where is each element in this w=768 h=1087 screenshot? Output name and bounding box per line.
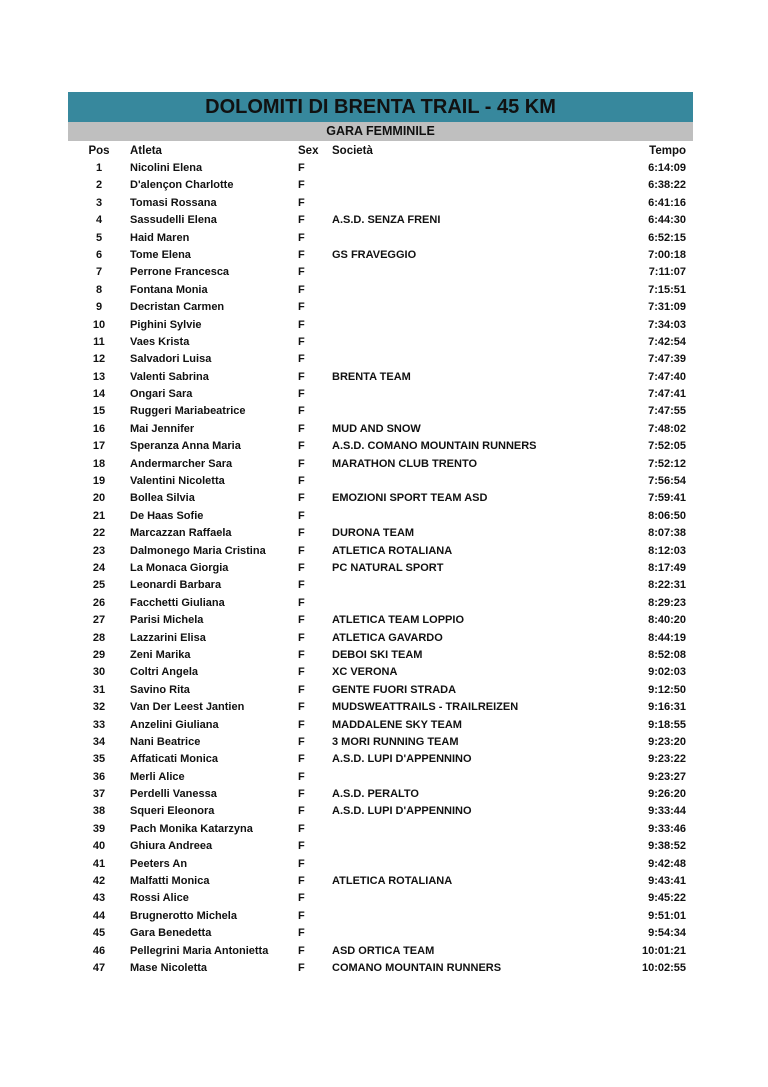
cell-athlete: Affaticati Monica: [130, 753, 219, 766]
cell-team: [332, 264, 628, 281]
cell-sex: F: [298, 701, 305, 714]
cell-pos: 9: [95, 301, 103, 314]
race-subtitle-banner: GARA FEMMINILE: [68, 122, 693, 141]
cell-pos: 31: [92, 683, 106, 696]
cell-time: 9:23:27: [648, 770, 686, 783]
cell-team: GENTE FUORI STRADA: [332, 683, 457, 696]
cell-sex: F: [298, 579, 305, 592]
cell-athlete: Valentini Nicoletta: [130, 475, 225, 488]
cell-time: 7:11:07: [648, 266, 686, 279]
cell-time: 7:31:09: [648, 301, 686, 314]
cell-time: 8:07:38: [648, 527, 686, 540]
cell-time: 7:42:54: [648, 335, 686, 348]
cell-athlete: Andermarcher Sara: [130, 457, 233, 470]
cell-time: 7:59:41: [648, 492, 686, 505]
cell-pos: 40: [92, 840, 106, 853]
cell-time: 6:41:16: [648, 196, 686, 209]
cell-team: A.S.D. PERALTO: [332, 788, 419, 801]
table-row: [68, 595, 693, 612]
cell-athlete: Lazzarini Elisa: [130, 631, 206, 644]
cell-team: COMANO MOUNTAIN RUNNERS: [332, 961, 502, 974]
cell-time: 9:51:01: [648, 909, 686, 922]
cell-sex: F: [298, 875, 305, 888]
cell-sex: F: [298, 944, 305, 957]
cell-pos: 11: [93, 335, 105, 348]
cell-sex: F: [298, 892, 305, 905]
cell-athlete: Perrone Francesca: [130, 266, 230, 279]
cell-athlete: Ruggeri Mariabeatrice: [130, 405, 246, 418]
table-row: [68, 403, 693, 420]
cell-sex: F: [298, 544, 305, 557]
cell-team: [332, 595, 628, 612]
cell-pos: 41: [92, 857, 106, 870]
cell-pos: 25: [92, 579, 106, 592]
cell-sex: F: [298, 788, 305, 801]
cell-pos: 12: [92, 353, 106, 366]
cell-athlete: Leonardi Barbara: [130, 579, 222, 592]
cell-athlete: D'alençon Charlotte: [130, 179, 234, 192]
cell-team: MARATHON CLUB TRENTO: [332, 457, 478, 470]
cell-athlete: La Monaca Giorgia: [130, 561, 229, 574]
cell-time: 7:47:55: [648, 405, 686, 418]
cell-pos: 47: [92, 961, 106, 974]
cell-team: DURONA TEAM: [332, 527, 415, 540]
cell-team: GS FRAVEGGIO: [332, 248, 417, 261]
table-row: [68, 630, 693, 647]
cell-time: 7:52:05: [648, 440, 686, 453]
header-time: Tempo: [649, 145, 686, 157]
cell-pos: 16: [92, 422, 106, 435]
cell-sex: F: [298, 683, 305, 696]
results-table: [68, 141, 693, 977]
cell-pos: 38: [92, 805, 106, 818]
cell-time: 9:43:41: [648, 875, 686, 888]
cell-team: [332, 160, 628, 177]
cell-time: 8:22:31: [648, 579, 686, 592]
cell-athlete: Nani Beatrice: [130, 735, 201, 748]
cell-sex: F: [298, 561, 305, 574]
cell-team: [332, 838, 628, 855]
cell-athlete: Marcazzan Raffaela: [130, 527, 232, 540]
cell-athlete: Mai Jennifer: [130, 422, 195, 435]
table-row: [68, 351, 693, 368]
table-row: [68, 160, 693, 177]
cell-time: 7:15:51: [648, 283, 686, 296]
cell-time: 8:17:49: [648, 561, 686, 574]
table-row: [68, 195, 693, 212]
cell-sex: F: [298, 753, 305, 766]
cell-sex: F: [298, 422, 305, 435]
cell-time: 6:38:22: [648, 179, 686, 192]
cell-team: ASD ORTICA TEAM: [332, 944, 435, 957]
cell-team: [332, 177, 628, 194]
cell-time: 7:47:40: [648, 370, 686, 383]
cell-time: 8:06:50: [648, 509, 686, 522]
cell-team: [332, 890, 628, 907]
cell-team: XC VERONA: [332, 666, 398, 679]
cell-time: 9:16:31: [648, 701, 686, 714]
cell-athlete: Nicolini Elena: [130, 162, 203, 174]
cell-sex: F: [298, 822, 305, 835]
cell-sex: F: [298, 840, 305, 853]
table-row: [68, 786, 693, 803]
cell-athlete: Vaes Krista: [130, 335, 190, 348]
cell-team: [332, 351, 628, 368]
cell-pos: 1: [95, 162, 103, 174]
table-row: [68, 508, 693, 525]
cell-time: 6:44:30: [648, 214, 686, 227]
table-row: [68, 682, 693, 699]
cell-team: [332, 769, 628, 786]
cell-pos: 13: [92, 370, 106, 383]
cell-team: EMOZIONI SPORT TEAM ASD: [332, 492, 488, 505]
cell-sex: F: [298, 718, 305, 731]
cell-sex: F: [298, 475, 305, 488]
table-row: [68, 890, 693, 907]
cell-athlete: Mase Nicoletta: [130, 961, 208, 974]
cell-sex: F: [298, 492, 305, 505]
cell-pos: 39: [92, 822, 106, 835]
table-row: [68, 543, 693, 560]
cell-time: 6:14:09: [648, 162, 686, 174]
cell-time: 9:33:44: [648, 805, 686, 818]
cell-team: MADDALENE SKY TEAM: [332, 718, 462, 731]
cell-time: 9:42:48: [648, 857, 686, 870]
cell-time: 9:54:34: [648, 927, 686, 940]
cell-pos: 6: [95, 248, 103, 261]
cell-sex: F: [298, 961, 305, 974]
cell-time: 9:18:55: [648, 718, 686, 731]
cell-sex: F: [298, 596, 305, 609]
table-row: [68, 873, 693, 890]
cell-pos: 2: [95, 179, 103, 192]
cell-athlete: De Haas Sofie: [130, 509, 204, 522]
cell-athlete: Salvadori Luisa: [130, 353, 212, 366]
table-row: [68, 317, 693, 334]
cell-athlete: Facchetti Giuliana: [130, 596, 225, 609]
cell-time: 7:52:12: [648, 457, 686, 470]
cell-athlete: Pellegrini Maria Antonietta: [130, 944, 269, 957]
cell-sex: F: [298, 196, 305, 209]
table-row: [68, 212, 693, 229]
table-row: [68, 490, 693, 507]
cell-sex: F: [298, 318, 305, 331]
cell-team: [332, 925, 628, 942]
cell-athlete: Pighini Sylvie: [130, 318, 202, 331]
cell-pos: 3: [95, 196, 103, 209]
cell-team: [332, 386, 628, 403]
cell-sex: F: [298, 370, 305, 383]
cell-team: [332, 317, 628, 334]
cell-pos: 29: [92, 648, 106, 661]
cell-time: 7:48:02: [648, 422, 686, 435]
cell-pos: 15: [92, 405, 106, 418]
table-row: [68, 369, 693, 386]
cell-team: ATLETICA TEAM LOPPIO: [332, 614, 464, 627]
cell-athlete: Van Der Leest Jantien: [130, 701, 245, 714]
header-team: Società: [332, 145, 373, 157]
cell-athlete: Speranza Anna Maria: [130, 440, 241, 453]
cell-athlete: Rossi Alice: [130, 892, 189, 905]
table-row: [68, 803, 693, 820]
cell-sex: F: [298, 666, 305, 679]
cell-pos: 24: [92, 561, 106, 574]
cell-pos: 8: [95, 283, 103, 296]
cell-pos: 34: [92, 735, 106, 748]
header-pos: Pos: [88, 145, 110, 157]
cell-sex: F: [298, 509, 305, 522]
cell-team: [332, 908, 628, 925]
table-row: [68, 838, 693, 855]
table-row: [68, 734, 693, 751]
cell-team: [332, 473, 628, 490]
cell-athlete: Gara Benedetta: [130, 927, 212, 940]
cell-pos: 19: [92, 475, 106, 488]
table-row: [68, 230, 693, 247]
race-title-banner: DOLOMITI DI BRENTA TRAIL - 45 KM: [68, 92, 693, 122]
cell-sex: F: [298, 857, 305, 870]
cell-pos: 26: [92, 596, 106, 609]
cell-team: [332, 508, 628, 525]
table-row: [68, 699, 693, 716]
cell-pos: 18: [92, 457, 106, 470]
cell-team: DEBOI SKI TEAM: [332, 648, 423, 661]
table-row: [68, 647, 693, 664]
cell-time: 9:02:03: [648, 666, 686, 679]
table-row: [68, 821, 693, 838]
cell-athlete: Bollea Silvia: [130, 492, 195, 505]
cell-pos: 27: [92, 614, 106, 627]
cell-team: [332, 195, 628, 212]
cell-pos: 21: [92, 509, 106, 522]
table-row: [68, 177, 693, 194]
cell-pos: 4: [95, 214, 103, 227]
cell-sex: F: [298, 283, 305, 296]
cell-team: [332, 577, 628, 594]
cell-sex: F: [298, 735, 305, 748]
cell-team: A.S.D. LUPI D'APPENNINO: [332, 753, 472, 766]
cell-athlete: Haid Maren: [130, 231, 190, 244]
cell-athlete: Tome Elena: [130, 248, 191, 261]
cell-time: 9:26:20: [648, 788, 686, 801]
cell-pos: 7: [95, 266, 103, 279]
table-row: [68, 438, 693, 455]
cell-team: A.S.D. COMANO MOUNTAIN RUNNERS: [332, 440, 537, 453]
table-row: [68, 456, 693, 473]
table-row: [68, 925, 693, 942]
cell-sex: F: [298, 648, 305, 661]
cell-sex: F: [298, 214, 305, 227]
cell-athlete: Parisi Michela: [130, 614, 204, 627]
table-row: [68, 299, 693, 316]
cell-pos: 28: [92, 631, 106, 644]
cell-athlete: Dalmonego Maria Cristina: [130, 544, 266, 557]
table-row: [68, 247, 693, 264]
cell-time: 7:56:54: [648, 475, 686, 488]
table-row: [68, 943, 693, 960]
cell-athlete: Ghiura Andreea: [130, 840, 213, 853]
cell-sex: F: [298, 335, 305, 348]
cell-pos: 36: [92, 770, 106, 783]
cell-team: ATLETICA ROTALIANA: [332, 544, 453, 557]
cell-time: 9:12:50: [648, 683, 686, 696]
table-row: [68, 769, 693, 786]
cell-sex: F: [298, 909, 305, 922]
cell-pos: 5: [95, 231, 103, 244]
cell-athlete: Tomasi Rossana: [130, 196, 217, 209]
cell-pos: 42: [92, 875, 106, 888]
cell-pos: 10: [92, 318, 106, 331]
cell-athlete: Malfatti Monica: [130, 875, 210, 888]
cell-team: MUDSWEATTRAILS - TRAILREIZEN: [332, 701, 519, 714]
cell-pos: 20: [92, 492, 106, 505]
cell-team: [332, 403, 628, 420]
cell-sex: F: [298, 179, 305, 192]
cell-sex: F: [298, 614, 305, 627]
cell-time: 9:38:52: [648, 840, 686, 853]
cell-time: 7:47:41: [648, 388, 686, 401]
cell-team: MUD AND SNOW: [332, 422, 421, 435]
cell-pos: 35: [92, 753, 106, 766]
cell-athlete: Pach Monika Katarzyna: [130, 822, 253, 835]
cell-sex: F: [298, 631, 305, 644]
cell-pos: 30: [92, 666, 106, 679]
table-row: [68, 612, 693, 629]
cell-pos: 46: [92, 944, 106, 957]
cell-team: [332, 230, 628, 247]
cell-sex: F: [298, 162, 305, 174]
cell-team: [332, 282, 628, 299]
table-row: [68, 908, 693, 925]
cell-team: [332, 299, 628, 316]
cell-pos: 44: [92, 909, 106, 922]
table-row: [68, 960, 693, 977]
cell-team: BRENTA TEAM: [332, 370, 411, 383]
table-row: [68, 473, 693, 490]
cell-pos: 23: [92, 544, 106, 557]
cell-sex: F: [298, 405, 305, 418]
cell-sex: F: [298, 527, 305, 540]
cell-time: 10:01:21: [641, 944, 686, 957]
table-row: [68, 334, 693, 351]
cell-athlete: Anzelini Giuliana: [130, 718, 219, 731]
cell-team: A.S.D. LUPI D'APPENNINO: [332, 805, 472, 818]
cell-time: 8:12:03: [648, 544, 686, 557]
table-header-row: [68, 141, 693, 160]
cell-time: 8:40:20: [648, 614, 686, 627]
cell-pos: 37: [92, 788, 106, 801]
table-row: [68, 386, 693, 403]
cell-sex: F: [298, 388, 305, 401]
table-body: [68, 160, 693, 977]
cell-sex: F: [298, 231, 305, 244]
cell-athlete: Ongari Sara: [130, 388, 193, 401]
cell-pos: 22: [92, 527, 106, 540]
cell-time: 9:23:22: [648, 753, 686, 766]
cell-athlete: Zeni Marika: [130, 648, 191, 661]
cell-time: 9:23:20: [648, 735, 686, 748]
table-row: [68, 525, 693, 542]
cell-sex: F: [298, 770, 305, 783]
cell-sex: F: [298, 805, 305, 818]
table-row: [68, 751, 693, 768]
cell-pos: 43: [92, 892, 106, 905]
cell-team: A.S.D. SENZA FRENI: [332, 214, 441, 227]
cell-sex: F: [298, 248, 305, 261]
table-row: [68, 282, 693, 299]
cell-athlete: Perdelli Vanessa: [130, 788, 217, 801]
cell-pos: 33: [92, 718, 106, 731]
cell-team: ATLETICA GAVARDO: [332, 631, 443, 644]
cell-pos: 14: [92, 388, 106, 401]
cell-athlete: Peeters An: [130, 857, 188, 870]
table-row: [68, 560, 693, 577]
cell-athlete: Valenti Sabrina: [130, 370, 209, 383]
table-row: [68, 421, 693, 438]
cell-pos: 32: [92, 701, 106, 714]
cell-athlete: Squeri Eleonora: [130, 805, 215, 818]
results-sheet: [68, 92, 693, 977]
cell-athlete: Brugnerotto Michela: [130, 909, 237, 922]
cell-time: 7:00:18: [648, 248, 686, 261]
header-sex: Sex: [298, 145, 319, 157]
cell-time: 8:52:08: [648, 648, 686, 661]
table-row: [68, 264, 693, 281]
cell-team: [332, 821, 628, 838]
cell-time: 8:44:19: [648, 631, 686, 644]
cell-team: 3 MORI RUNNING TEAM: [332, 735, 459, 748]
table-row: [68, 856, 693, 873]
cell-pos: 17: [92, 440, 106, 453]
cell-time: 8:29:23: [648, 596, 686, 609]
cell-team: ATLETICA ROTALIANA: [332, 875, 453, 888]
cell-athlete: Savino Rita: [130, 683, 190, 696]
cell-sex: F: [298, 927, 305, 940]
cell-athlete: Sassudelli Elena: [130, 214, 217, 227]
cell-sex: F: [298, 440, 305, 453]
cell-time: 9:33:46: [648, 822, 686, 835]
cell-athlete: Coltri Angela: [130, 666, 199, 679]
cell-sex: F: [298, 266, 305, 279]
cell-time: 10:02:55: [641, 961, 686, 974]
cell-sex: F: [298, 457, 305, 470]
table-row: [68, 577, 693, 594]
cell-athlete: Merli Alice: [130, 770, 185, 783]
cell-sex: F: [298, 353, 305, 366]
table-row: [68, 664, 693, 681]
cell-time: 7:34:03: [648, 318, 686, 331]
cell-athlete: Decristan Carmen: [130, 301, 225, 314]
cell-time: 6:52:15: [648, 231, 686, 244]
cell-sex: F: [298, 301, 305, 314]
cell-team: [332, 856, 628, 873]
table-row: [68, 717, 693, 734]
cell-team: [332, 334, 628, 351]
cell-time: 9:45:22: [648, 892, 686, 905]
cell-athlete: Fontana Monia: [130, 283, 208, 296]
cell-team: PC NATURAL SPORT: [332, 561, 444, 574]
cell-time: 7:47:39: [648, 353, 686, 366]
header-athlete: Atleta: [130, 145, 162, 157]
cell-pos: 45: [92, 927, 106, 940]
